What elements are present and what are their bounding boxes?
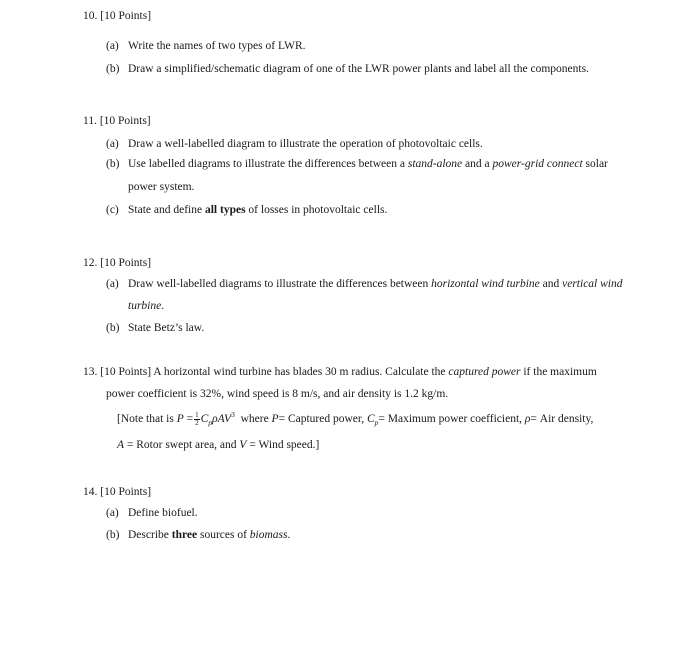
formula-subscript: p bbox=[374, 418, 379, 428]
text-run: Draw well-labelled diagrams to illustrate the differences between bbox=[128, 278, 429, 290]
question-11-part-b bbox=[106, 158, 608, 170]
formula-symbol: ρ bbox=[212, 412, 218, 425]
text-run: sources of bbox=[199, 529, 247, 541]
emphasis-text: captured power bbox=[448, 366, 521, 378]
part-text: Write the names of two types of LWR. bbox=[128, 40, 306, 52]
question-14-heading: 14. [10 Points] bbox=[83, 486, 152, 498]
text-run: = Air density, bbox=[530, 412, 594, 425]
question-14-part-a bbox=[106, 507, 198, 519]
part-text bbox=[128, 204, 387, 216]
text-run: A horizontal wind turbine has blades 30 m radius. Calculate the bbox=[153, 366, 446, 378]
text-run: = Captured power, bbox=[278, 412, 365, 425]
part-label: (a) bbox=[106, 40, 119, 52]
part-label: (a) bbox=[106, 138, 119, 150]
part-text: Draw a well-labelled diagram to illustrate the operation of photovoltaic cells. bbox=[128, 138, 483, 150]
formula-symbol: C bbox=[367, 412, 375, 425]
question-12-heading: 12. [10 Points] bbox=[83, 257, 152, 269]
part-text bbox=[128, 278, 623, 290]
question-11-part-c bbox=[106, 204, 387, 216]
formula-symbol: ρ bbox=[524, 412, 531, 425]
emphasis-text: stand-alone bbox=[407, 158, 463, 170]
text-run: where bbox=[240, 412, 269, 425]
part-label: (c) bbox=[106, 204, 119, 216]
question-10-part-b bbox=[106, 63, 589, 75]
part-text: Draw a simplified/schematic diagram of one of the LWR power plants and label all the components. bbox=[128, 63, 589, 75]
formula-symbol: C bbox=[200, 412, 209, 425]
question-13-heading: 13. [10 Points] bbox=[83, 366, 152, 378]
formula-subscript: p bbox=[208, 418, 213, 428]
part-text: Define biofuel. bbox=[128, 507, 198, 519]
text-run: Describe bbox=[128, 529, 169, 541]
text-run: of losses in photovoltaic cells. bbox=[248, 204, 388, 216]
part-label: (a) bbox=[106, 278, 119, 290]
text-run: and bbox=[542, 278, 560, 290]
question-13-line-1 bbox=[83, 366, 597, 378]
formula-symbol: P bbox=[271, 412, 279, 425]
question-14-part-b bbox=[106, 529, 290, 541]
formula-symbol: AV bbox=[217, 412, 232, 425]
question-11-part-b-continued: power system. bbox=[128, 181, 195, 193]
text-run: Use labelled diagrams to illustrate the differences between a bbox=[128, 158, 405, 170]
emphasis-text: turbine bbox=[128, 300, 162, 312]
part-label: (a) bbox=[106, 507, 119, 519]
text-run: solar bbox=[585, 158, 608, 170]
question-13-note-line-1 bbox=[117, 410, 593, 427]
formula-symbol: P bbox=[176, 412, 184, 425]
text-run: . bbox=[161, 300, 165, 312]
text-run: = Rotor swept area, and bbox=[126, 439, 237, 451]
part-text bbox=[128, 529, 290, 541]
formula-fraction bbox=[194, 412, 200, 427]
formula-symbol: = bbox=[186, 412, 194, 425]
question-11-part-a bbox=[106, 138, 483, 150]
question-12-part-a bbox=[106, 278, 623, 290]
formula-symbol: A bbox=[117, 439, 125, 451]
text-run: and a bbox=[465, 158, 490, 170]
question-10-part-a bbox=[106, 40, 306, 52]
part-label: (b) bbox=[106, 529, 120, 541]
bold-text: three bbox=[171, 529, 198, 541]
text-run: if the maximum bbox=[523, 366, 597, 378]
part-label: (b) bbox=[106, 63, 120, 75]
text-run: . bbox=[287, 529, 291, 541]
question-11-heading: 11. [10 Points] bbox=[83, 115, 151, 127]
fraction-denominator: 2 bbox=[195, 418, 199, 427]
bold-text: all types bbox=[204, 204, 246, 216]
question-13-line-2: power coefficient is 32%, wind speed is 8 m/s, and air density is 1.2 kg/m. bbox=[106, 388, 449, 400]
text-run: [Note that is bbox=[117, 412, 174, 425]
formula-superscript: 3 bbox=[231, 410, 235, 419]
question-12-part-a-continued bbox=[128, 300, 164, 312]
question-13-note-line-2 bbox=[117, 439, 319, 451]
part-label: (b) bbox=[106, 322, 120, 334]
question-12-part-b bbox=[106, 322, 204, 334]
text-run: = Wind speed.] bbox=[249, 439, 320, 451]
formula-symbol: V bbox=[239, 439, 247, 451]
part-label: (b) bbox=[106, 158, 120, 170]
text-run: State and define bbox=[128, 204, 203, 216]
emphasis-text: vertical wind bbox=[562, 278, 623, 290]
question-10-heading: 10. [10 Points] bbox=[83, 10, 152, 22]
emphasis-text: horizontal wind turbine bbox=[431, 278, 540, 290]
part-text: State Betz’s law. bbox=[128, 322, 205, 334]
fraction-numerator: 1 bbox=[195, 410, 199, 419]
emphasis-text: biomass bbox=[249, 529, 288, 541]
emphasis-text: power-grid connect bbox=[492, 158, 583, 170]
part-text bbox=[128, 158, 608, 170]
text-run: = Maximum power coefficient, bbox=[378, 412, 523, 425]
